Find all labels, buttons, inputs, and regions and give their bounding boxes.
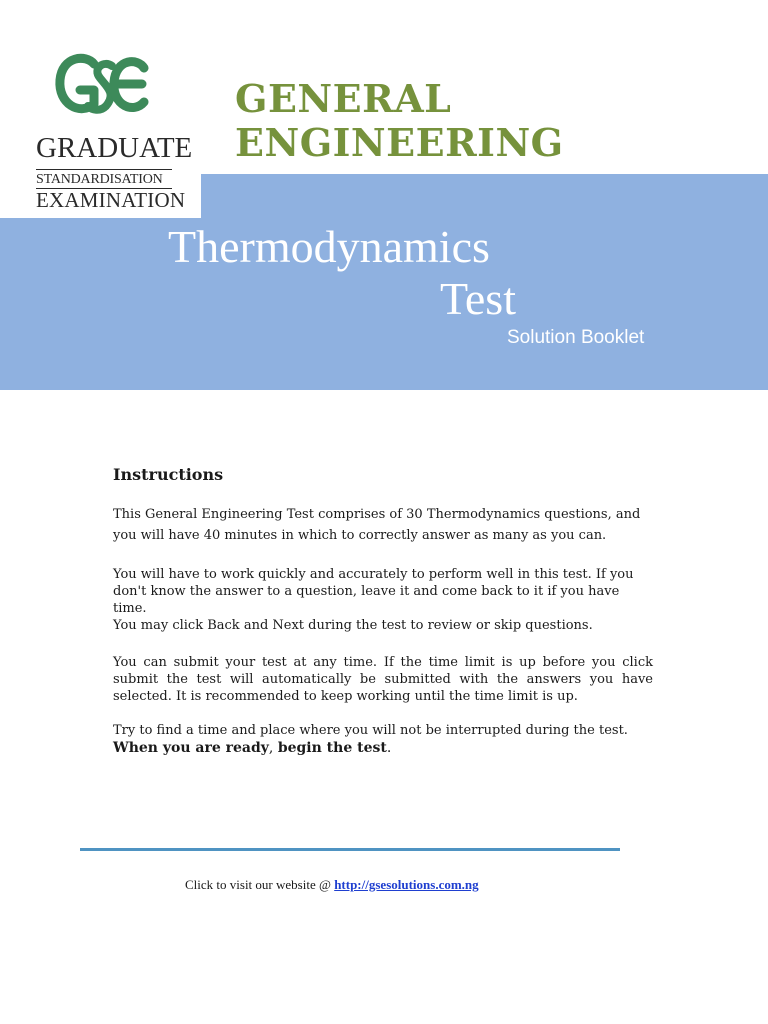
ready-period: .: [386, 740, 392, 756]
instructions-heading: Instructions: [113, 465, 224, 484]
document-title-line1: GENERAL: [235, 76, 452, 121]
ready-statement: [113, 740, 391, 756]
gse-logo-mark: [50, 46, 150, 124]
instructions-paragraph: Try to find a time and place where you will not be interrupted during the test.: [113, 723, 628, 738]
instructions-paragraph: You can submit your test at any time. If the time limit is up before you click submit the test will automatically be submitted with the answers you have selected. It is recommended to keep working until the time limit is up.: [113, 655, 653, 704]
logo-text-standardisation: STANDARDISATION: [36, 172, 163, 187]
begin-text: begin the test: [277, 740, 387, 756]
instructions-paragraph: You may click Back and Next during the test to review or skip questions.: [113, 618, 593, 633]
website-link[interactable]: http://gsesolutions.com.ng: [334, 877, 479, 892]
logo-text-graduate: GRADUATE: [36, 132, 193, 164]
logo-text-examination: EXAMINATION: [36, 188, 186, 212]
instructions-paragraph: You will have to work quickly and accurately to perform well in this test. If you don't know the answer to a question, leave it and come back to it if you have time.: [113, 567, 634, 616]
document-title-line2: ENGINEERING: [235, 120, 564, 165]
subject-title-test: Test: [440, 273, 516, 324]
footer-text: Click to visit our website @: [185, 877, 335, 892]
instructions-paragraph: This General Engineering Test comprises of 30 Thermodynamics questions, and you will have 40 minutes in which to correctly answer as many as you can.: [113, 507, 641, 543]
ready-comma: ,: [268, 740, 278, 756]
subject-title: Thermodynamics: [168, 221, 490, 272]
footer: [185, 877, 479, 893]
subtitle: Solution Booklet: [507, 327, 645, 348]
ready-text: When you are ready: [113, 740, 269, 756]
gse-logo: [0, 32, 201, 218]
logo-divider: [36, 169, 172, 170]
footer-divider: [80, 848, 620, 851]
